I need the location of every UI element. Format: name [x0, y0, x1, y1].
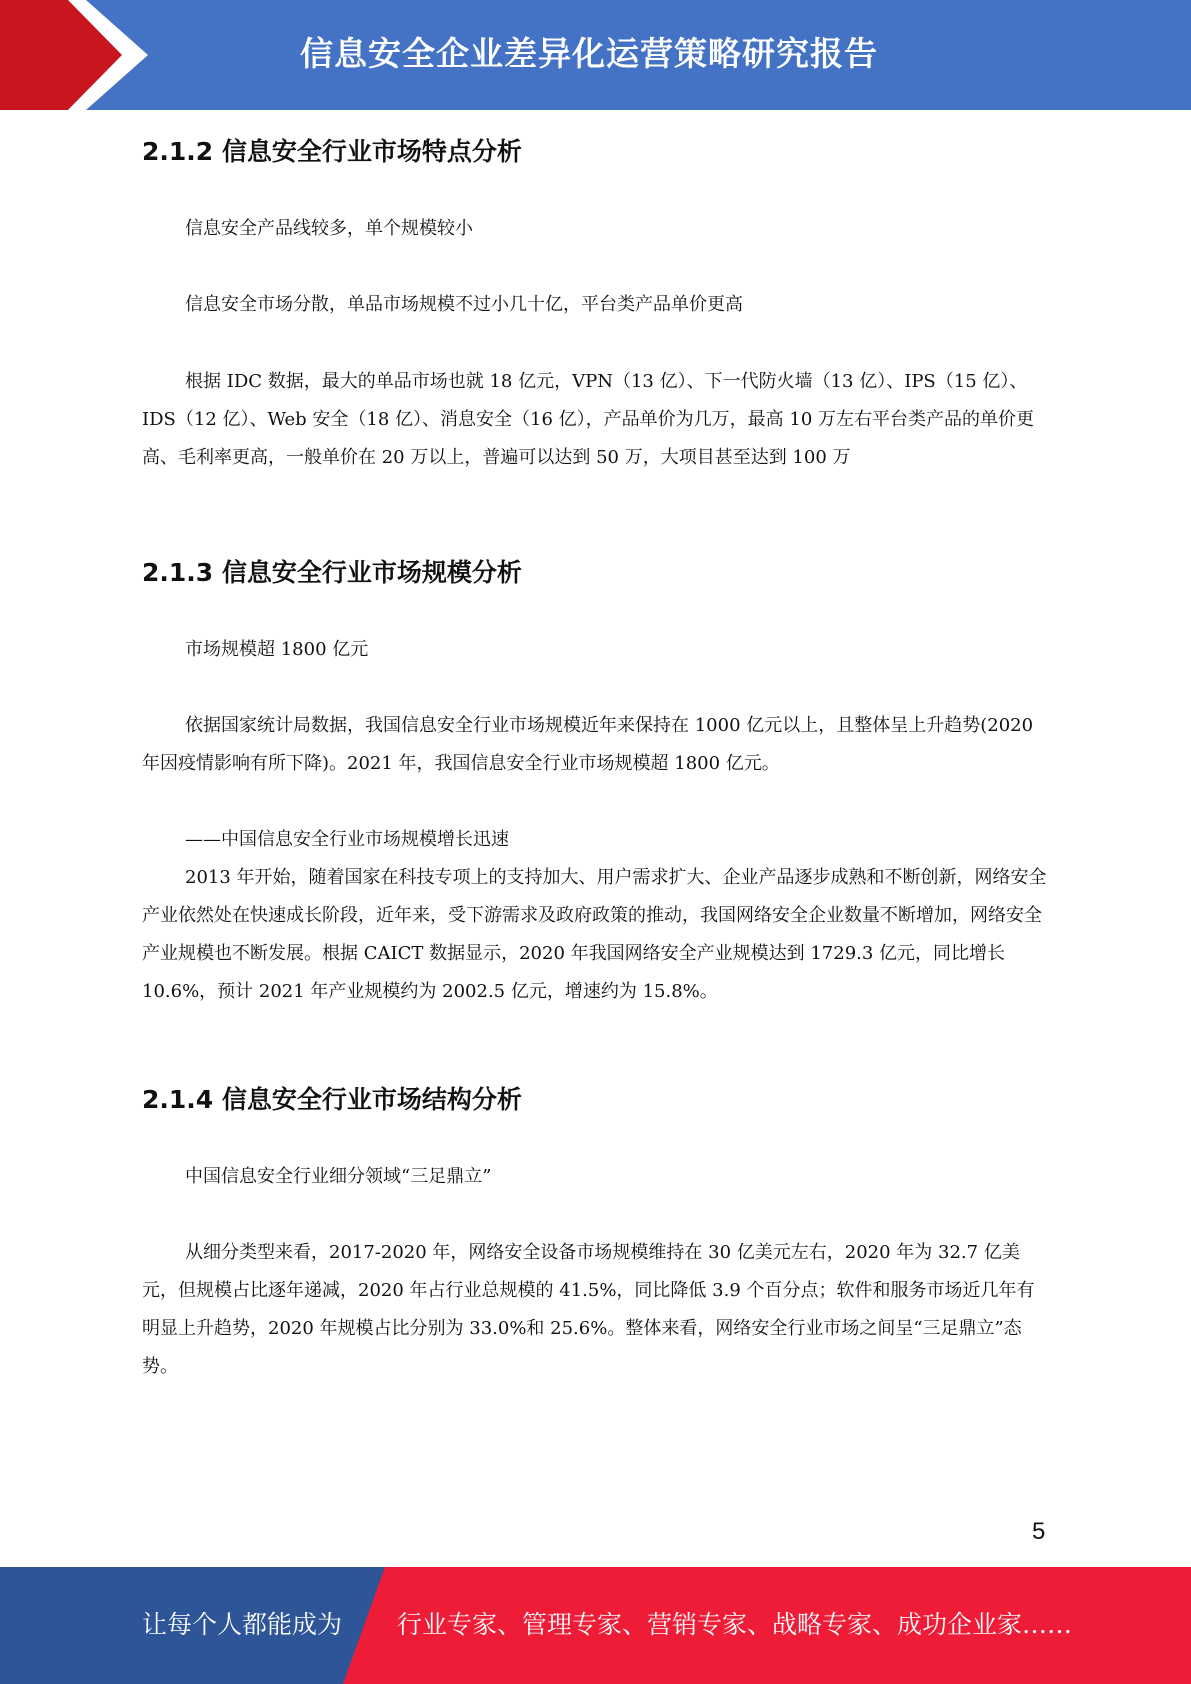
- section-heading: 2.1.4 信息安全行业市场结构分析: [142, 1085, 522, 1114]
- paragraph: 信息安全产品线较多，单个规模较小: [185, 218, 473, 239]
- paragraph: 根据 IDC 数据，最大的单品市场也就 18 亿元，VPN（13 亿）、下一代防火墙（13 亿）、IPS（15 亿）、IDS（12 亿）、Web 安全（18 亿）、消息安全（16 亿），产品单价为几万，最高 10 万左右平台类产品的单价更高、毛利率更高，一般单价在 20 万以上，普遍可以达到 50 万，大项目甚至达到 100 万: [142, 371, 1035, 468]
- report-header: [0, 0, 1191, 110]
- paragraph: 2013 年开始，随着国家在科技专项上的支持加大、用户需求扩大、企业产品逐步成熟和不断创新，网络安全产业依然处在快速成长阶段，近年来，受下游需求及政府政策的推动，我国网络安全企业数量不断增加，网络安全产业规模也不断发展。根据 CAICT 数据显示，2020 年我国网络安全产业规模达到 1729.3 亿元，同比增长 10.6%，预计 2021 年产业规模约为 2002.5 亿元，增速约为 15.8%。: [142, 867, 1047, 1002]
- paragraph: 从细分类型来看，2017-2020 年，网络安全设备市场规模维持在 30 亿美元左右，2020 年为 32.7 亿美元，但规模占比逐年递减，2020 年占行业总规模的 41.5%，同比降低 3.9 个百分点；软件和服务市场近几年有明显上升趋势，2020 年规模占比分别为 33.0%和 25.6%。整体来看，网络安全行业市场之间呈“三足鼎立”态势。: [142, 1242, 1035, 1377]
- section-heading: 2.1.2 信息安全行业市场特点分析: [142, 137, 522, 166]
- report-title: 信息安全企业差异化运营策略研究报告: [300, 34, 878, 73]
- paragraph: 中国信息安全行业细分领域“三足鼎立”: [185, 1166, 492, 1187]
- paragraph: ——中国信息安全行业市场规模增长迅速: [185, 829, 509, 850]
- footer-slogan-left: 让每个人都能成为: [142, 1610, 343, 1639]
- paragraph: 信息安全市场分散，单品市场规模不过小几十亿，平台类产品单价更高: [185, 294, 743, 315]
- section-heading: 2.1.3 信息安全行业市场规模分析: [142, 558, 522, 587]
- report-footer: [0, 1567, 1191, 1684]
- footer-slogan-right: 行业专家、管理专家、营销专家、战略专家、成功企业家……: [397, 1610, 1073, 1639]
- paragraph: 依据国家统计局数据，我国信息安全行业市场规模近年来保持在 1000 亿元以上，且整体呈上升趋势(2020 年因疫情影响有所下降)。2021 年，我国信息安全行业市场规模超 1800 亿元。: [142, 715, 1034, 774]
- page-number: 5: [1032, 1518, 1046, 1545]
- paragraph: 市场规模超 1800 亿元: [185, 639, 369, 660]
- header-chevron-graphic: [0, 0, 160, 110]
